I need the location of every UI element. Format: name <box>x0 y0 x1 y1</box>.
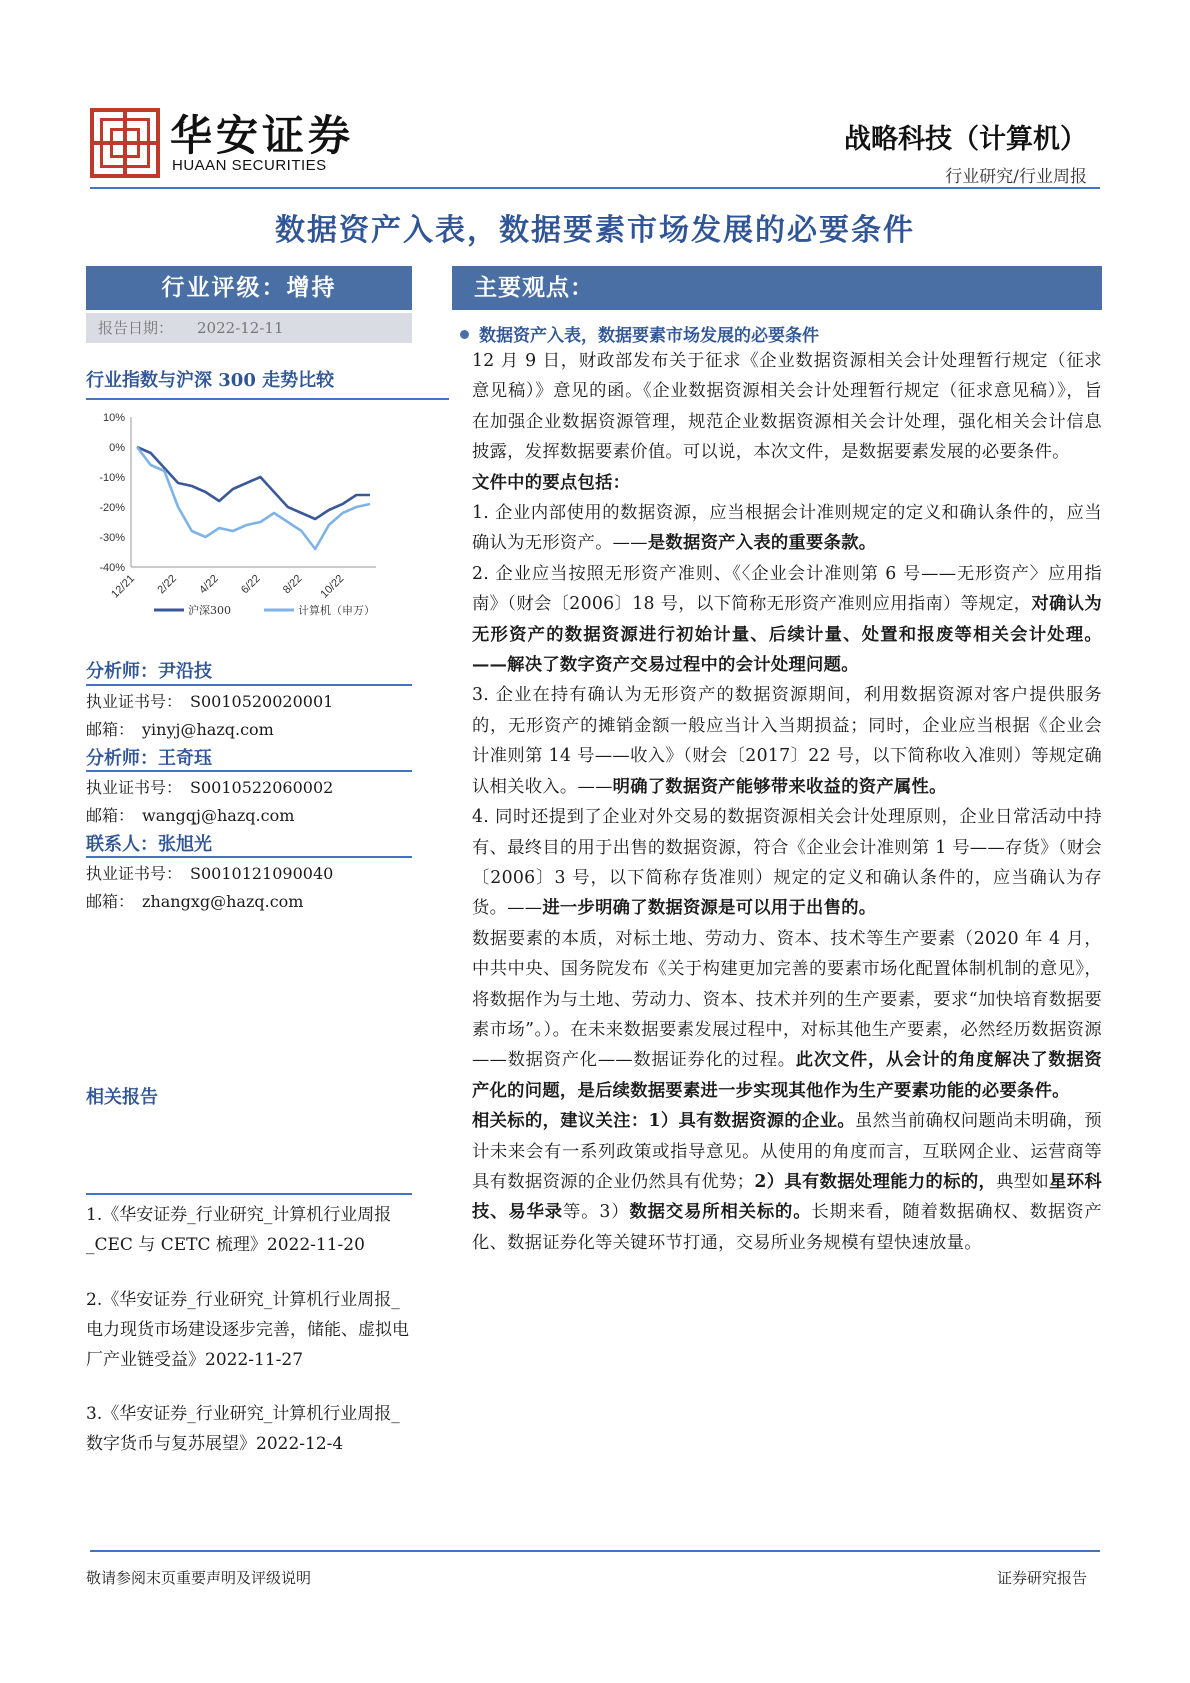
report-title: 数据资产入表，数据要素市场发展的必要条件 <box>275 213 915 248</box>
report-type: 行业研究/行业周报 <box>945 167 1087 187</box>
analyst-1-label: 分析师：尹沿技 <box>86 661 212 682</box>
bullet-dot-icon <box>460 330 469 339</box>
x-tick-label: 6/22 <box>239 572 263 597</box>
legend-label: 计算机（申万） <box>298 604 375 617</box>
brand-name-en: HUAAN SECURITIES <box>172 157 327 174</box>
contact-cert: 执业证书号： S0010121090040 <box>86 864 334 883</box>
brand-name-cn: 华安证券 <box>170 111 355 160</box>
body-paragraph: 12 月 9 日，财政部发布关于征求《企业数据资源相关会计处理暂行规定（征求意见稿）》意见的函。《企业数据资源相关会计处理暂行规定（征求意见稿）》，旨在加强企业数据资源管理，规范企业数据资源相关会计处理，强化相关会计信息披露，发挥数据要素价值。可以说，本次文件，是数据要素发展的必要条件。 <box>472 351 1102 463</box>
body-paragraph: 4. 同时还提到了企业对外交易的数据资源相关会计处理原则，企业日常活动中持有、最终目的用于出售的数据资源，符合《企业会计准则第 1 号——存货》（财会〔2006〕3 号，以下简称存货准则）规定的定义和确认条件的，应当确认为存货。——进一步明确了数据资源是可以用于出售的。 <box>472 807 1102 919</box>
body-paragraph: 2. 企业应当按照无形资产准则、《〈企业会计准则第 6 号——无形资产〉应用指南》（财会〔2006〕18 号，以下简称无形资产准则应用指南）等规定，对确认为无形资产的数据资源进行初始计量、后续计量、处置和报废等相关会计处理。——解决了数字资产交易过程中的会计处理问题。 <box>472 563 1102 676</box>
analyst-2-cert: 执业证书号： S0010522060002 <box>86 778 334 797</box>
contact-email: 邮箱： zhangxg@hazq.com <box>86 892 304 911</box>
analyst-1-divider <box>86 684 412 686</box>
contact-label: 联系人：张旭光 <box>86 834 212 855</box>
related-reports-divider <box>86 1193 412 1195</box>
y-tick-label: -30% <box>99 532 125 544</box>
analyst-1-email: 邮箱： yinyj@hazq.com <box>86 720 274 739</box>
key-points-header: 主要观点： <box>452 266 1102 310</box>
y-tick-label: 0% <box>109 442 125 454</box>
analyst-1-cert: 执业证书号： S0010520020001 <box>86 692 334 711</box>
related-report-item[interactable]: 1.《华安证券_行业研究_计算机行业周报_CEC 与 CETC 梳理》2022-11-20 <box>86 1205 392 1255</box>
report-date-label: 报告日期： <box>98 319 174 337</box>
y-tick-label: -10% <box>99 472 125 484</box>
footer-label: 证券研究报告 <box>996 1569 1087 1587</box>
related-report-item[interactable]: 3.《华安证券_行业研究_计算机行业周报_数字货币与复苏展望》2022-12-4 <box>86 1404 400 1454</box>
x-tick-label: 8/22 <box>280 572 305 597</box>
report-date-value: 2022-12-11 <box>197 319 284 337</box>
x-tick-label: 2/22 <box>155 572 179 597</box>
related-reports-title: 相关报告 <box>86 1087 158 1108</box>
body-paragraph: 相关标的，建议关注：1）具有数据资源的企业。虽然当前确权问题尚未明确，预计未来会有一系列政策或指导意见。从使用的角度而言，互联网企业、运营商等具有数据资源的企业仍然具有优势；2）具有数据处理能力的标的，典型如星环科技、易华录等。3）数据交易所相关标的。长期来看，随着数据确权、数据资产化、数据证券化等关键环节打通，交易所业务规模有望快速放量。 <box>472 1111 1103 1253</box>
header-divider <box>90 187 1100 189</box>
sector-title: 战略科技（计算机） <box>844 124 1087 155</box>
body-paragraph: 1. 企业内部使用的数据资源，应当根据会计准则规定的定义和确认条件的，应当确认为无形资产。——是数据资产入表的重要条款。 <box>472 503 1102 554</box>
chart-title: 行业指数与沪深 300 走势比较 <box>86 370 335 391</box>
body-paragraph: 文件中的要点包括： <box>472 472 631 493</box>
main-body-text <box>472 346 1102 1258</box>
chart-divider <box>86 398 449 400</box>
legend-label: 沪深300 <box>188 604 231 617</box>
logo-mark <box>90 108 160 178</box>
series-line-1 <box>137 447 370 549</box>
body-paragraph: 3. 企业在持有确认为无形资产的数据资源期间，利用数据资源对客户提供服务的，无形资产的摊销金额一般应当计入当期损益；同时，企业应当根据《企业会计准则第 14 号——收入》（财会〔2017〕22 号，以下简称收入准则）等规定确认相关收入。——明确了数据资产能够带来收益的资产属性。 <box>472 685 1102 797</box>
analyst-2-divider <box>86 770 412 772</box>
footer-disclaimer: 敬请参阅末页重要声明及评级说明 <box>86 1569 312 1587</box>
x-tick-label: 4/22 <box>197 572 221 597</box>
x-tick-label: 12/21 <box>109 572 138 601</box>
y-tick-label: -40% <box>99 562 125 574</box>
x-tick-label: 10/22 <box>318 572 347 601</box>
y-tick-label: -20% <box>99 502 125 514</box>
y-tick-label: 10% <box>102 412 125 424</box>
index-comparison-chart <box>86 412 386 632</box>
contact-divider <box>86 856 412 858</box>
key-point-bullet: 数据资产入表，数据要素市场发展的必要条件 <box>460 321 819 346</box>
related-report-item[interactable]: 2.《华安证券_行业研究_计算机行业周报_电力现货市场建设逐步完善，储能、虚拟电厂产业链受益》2022-11-27 <box>86 1290 409 1370</box>
analyst-2-email: 邮箱： wangqj@hazq.com <box>86 806 295 825</box>
industry-rating: 行业评级：增持 <box>86 266 412 310</box>
series-line-0 <box>137 447 370 519</box>
report-date <box>86 313 412 343</box>
footer-divider <box>90 1550 1100 1552</box>
body-paragraph: 数据要素的本质，对标土地、劳动力、资本、技术等生产要素（2020 年 4 月，中共中央、国务院发布《关于构建更加完善的要素市场化配置体制机制的意见》，将数据作为与土地、劳动力、资本、技术并列的生产要素，要求“加快培育数据要素市场”。）。在未来数据要素发展过程中，对标其他生产要素，必然经历数据资源——数据资产化——数据证券化的过程。此次文件，从会计的角度解决了数据资产化的问题，是后续数据要素进一步实现其他作为生产要素功能的必要条件。 <box>472 928 1102 1101</box>
analyst-2-label: 分析师：王奇珏 <box>86 748 212 769</box>
